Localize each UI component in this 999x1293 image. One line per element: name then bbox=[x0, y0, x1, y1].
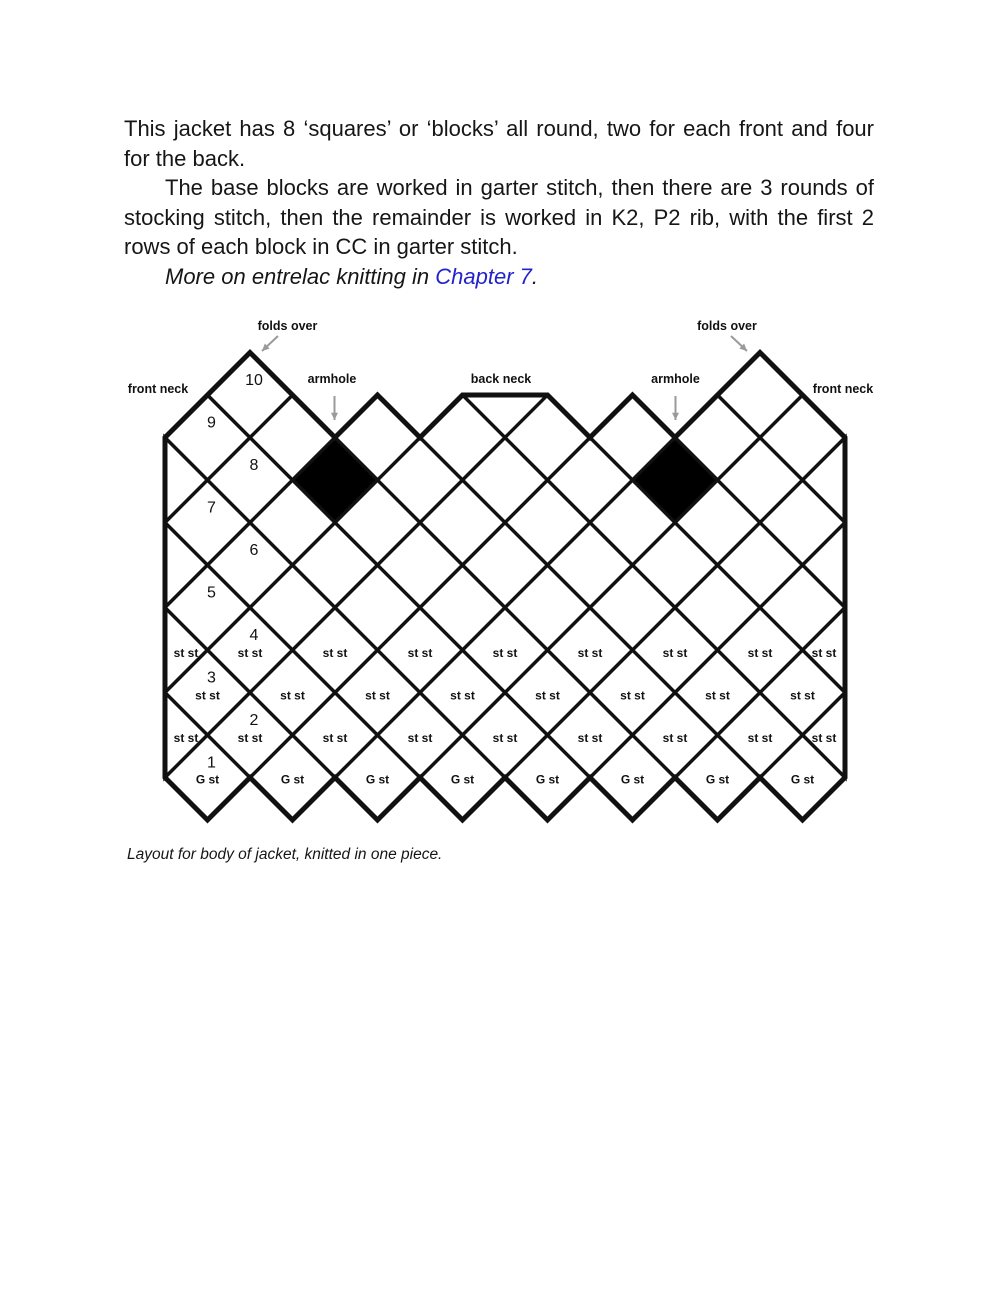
stocking-stitch-label: st st bbox=[662, 646, 688, 660]
stocking-stitch-label: st st bbox=[492, 731, 518, 745]
armhole-label-right: armhole bbox=[651, 372, 700, 386]
stocking-stitch-label: st st bbox=[322, 646, 348, 660]
paragraph-3-period: . bbox=[531, 263, 539, 289]
paragraph-2: The base blocks are worked in garter stitch, then there are 3 rounds of stocking stitch, then the remainder is worked in K2, P2 rib, with the first 2 rows of each block in CC in garter stitch. bbox=[124, 175, 874, 260]
tier-number: 9 bbox=[207, 414, 216, 432]
stocking-stitch-label: st st bbox=[662, 731, 688, 745]
stocking-stitch-label: st st bbox=[535, 688, 560, 703]
stocking-stitch-label: st st bbox=[811, 731, 837, 745]
stocking-stitch-label: st st bbox=[173, 646, 199, 660]
garter-stitch-label: G st bbox=[450, 772, 475, 787]
stocking-stitch-label: st st bbox=[280, 688, 305, 703]
tier-number: 7 bbox=[207, 499, 216, 517]
back-neck-label: back neck bbox=[470, 372, 532, 386]
stocking-stitch-label: st st bbox=[577, 646, 603, 660]
front-neck-label-right: front neck bbox=[812, 382, 874, 396]
stocking-stitch-label: st st bbox=[577, 731, 603, 745]
stocking-stitch-label: st st bbox=[790, 688, 815, 703]
armhole-label-left: armhole bbox=[307, 372, 357, 386]
stocking-stitch-label: st st bbox=[407, 731, 433, 745]
stocking-stitch-label: st st bbox=[237, 731, 263, 745]
garter-stitch-label: G st bbox=[535, 772, 560, 787]
stocking-stitch-label: st st bbox=[747, 731, 773, 745]
paragraph-1: This jacket has 8 ‘squares’ or ‘blocks’ all round, two for each front and four for the back. bbox=[124, 116, 874, 171]
stocking-stitch-label: st st bbox=[365, 688, 390, 703]
garter-stitch-label: G st bbox=[620, 772, 645, 787]
body-text bbox=[124, 114, 874, 292]
stocking-stitch-label: st st bbox=[492, 646, 518, 660]
garter-stitch-label: G st bbox=[365, 772, 390, 787]
tier-number: 6 bbox=[249, 542, 259, 559]
stocking-stitch-label: st st bbox=[322, 731, 348, 745]
tier-number: 5 bbox=[207, 584, 216, 602]
garter-stitch-label: G st bbox=[280, 772, 305, 787]
stocking-stitch-label: st st bbox=[747, 646, 773, 660]
stocking-stitch-label: st st bbox=[237, 646, 263, 660]
paragraph-3 bbox=[124, 262, 874, 292]
stocking-stitch-label: st st bbox=[705, 688, 730, 703]
tier-number: 1 bbox=[207, 754, 216, 772]
folds-over-label-left: folds over bbox=[257, 319, 318, 333]
chapter-7-link[interactable]: Chapter 7 bbox=[435, 263, 532, 289]
stocking-stitch-label: st st bbox=[407, 646, 433, 660]
stocking-stitch-label: st st bbox=[173, 731, 199, 745]
jacket-layout-diagram bbox=[120, 300, 890, 845]
garter-stitch-label: G st bbox=[705, 772, 730, 787]
paragraph-3-text: More on entrelac knitting in bbox=[165, 263, 436, 289]
tier-number: 8 bbox=[249, 457, 259, 474]
tier-number: 2 bbox=[249, 712, 259, 729]
arrow-head-icon bbox=[672, 413, 679, 420]
arrow-head-icon bbox=[331, 413, 338, 420]
tier-number: 3 bbox=[207, 669, 216, 687]
stocking-stitch-label: st st bbox=[811, 646, 837, 660]
figure-caption: Layout for body of jacket, knitted in one piece. bbox=[127, 846, 443, 863]
folds-over-label-right: folds over bbox=[697, 319, 757, 333]
stocking-stitch-label: st st bbox=[195, 688, 220, 703]
tier-number: 10 bbox=[245, 372, 263, 389]
front-neck-label-left: front neck bbox=[127, 382, 189, 396]
stocking-stitch-label: st st bbox=[620, 688, 645, 703]
garter-stitch-label: G st bbox=[195, 772, 220, 787]
garter-stitch-label: G st bbox=[790, 772, 815, 787]
tier-number: 4 bbox=[249, 627, 259, 644]
stocking-stitch-label: st st bbox=[450, 688, 475, 703]
